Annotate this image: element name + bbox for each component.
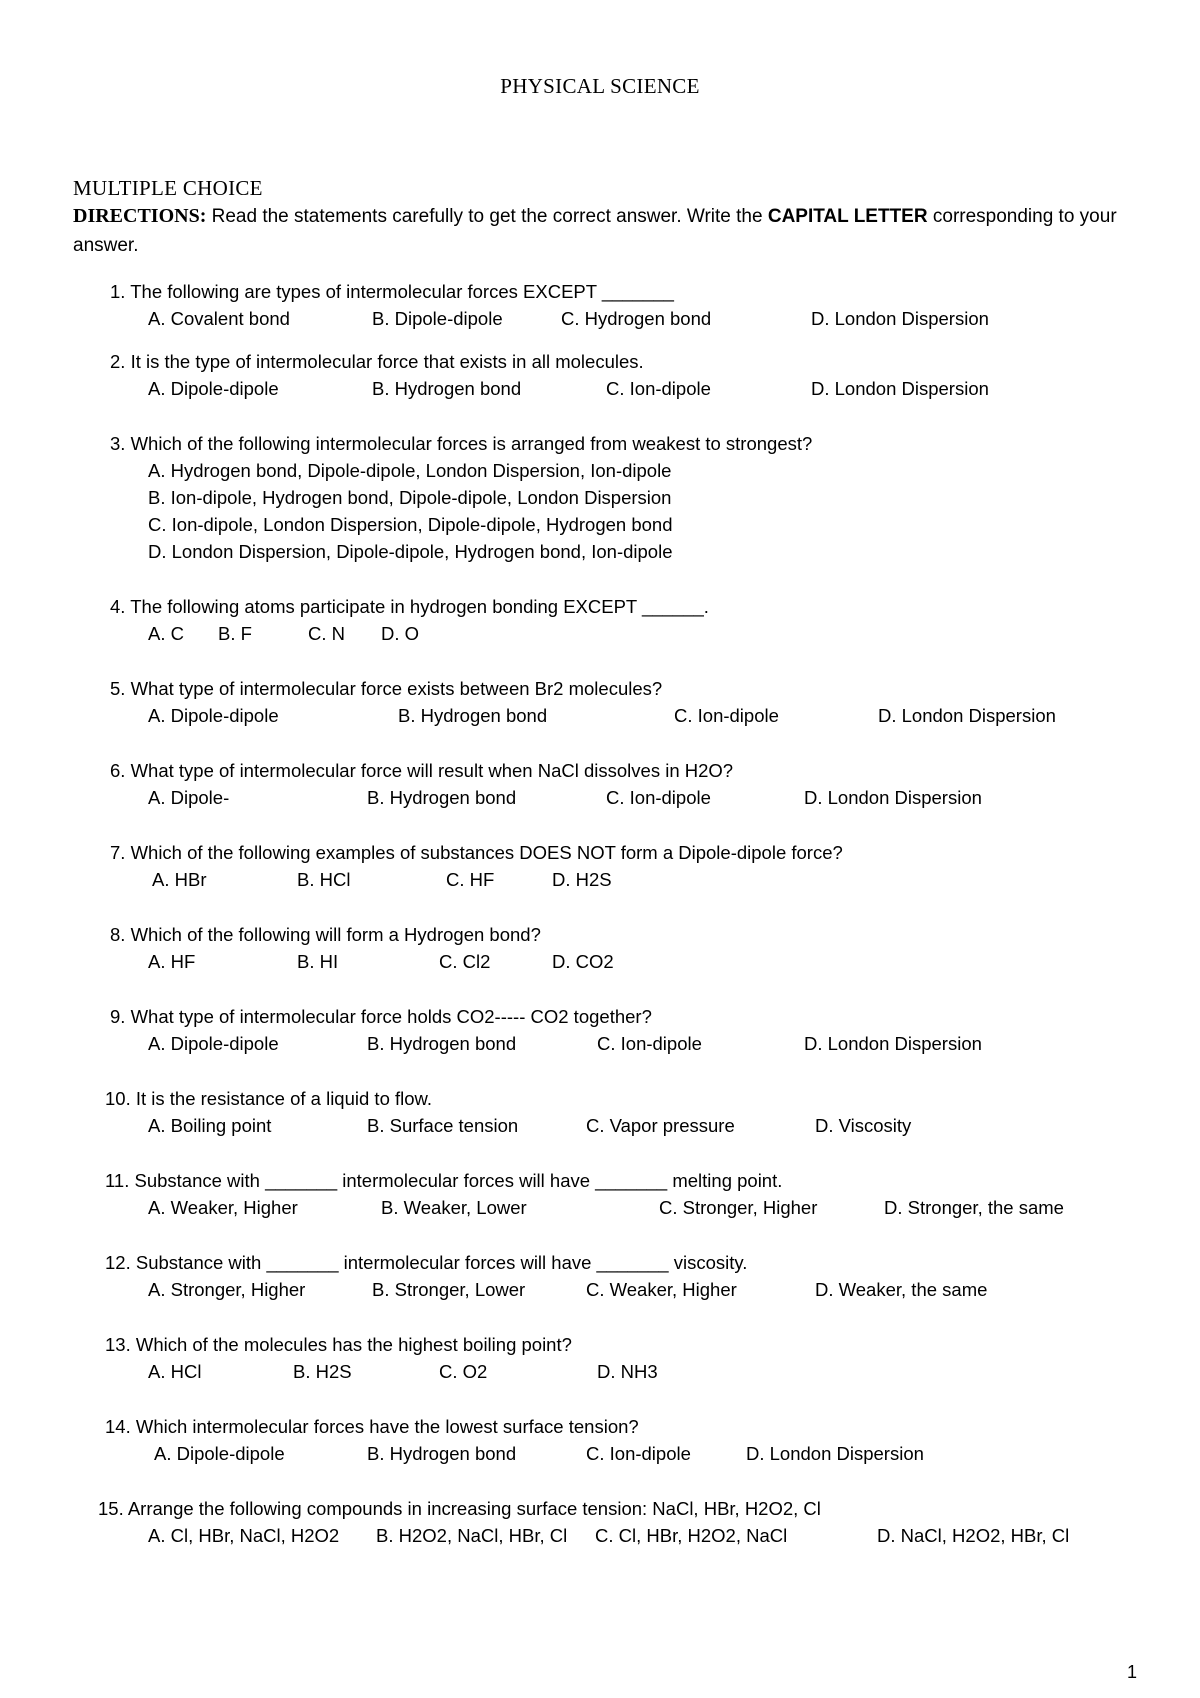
option-c: C. Stronger, Higher	[659, 1197, 818, 1218]
option-d: D. NH3	[597, 1361, 658, 1382]
question-stem: 10. It is the resistance of a liquid to flow.	[105, 1088, 433, 1109]
option-c: C. Weaker, Higher	[586, 1279, 737, 1300]
document-title: PHYSICAL SCIENCE	[500, 74, 700, 98]
question-stem: 8. Which of the following will form a Hydrogen bond?	[110, 924, 541, 945]
question-stem: 12. Substance with _______ intermolecular forces will have _______ viscosity.	[105, 1252, 748, 1273]
option-a: A. HBr	[152, 869, 207, 890]
option-d: D. H2S	[552, 869, 612, 890]
option-a: A. Dipole-	[148, 787, 230, 808]
option-b: B. Hydrogen bond	[372, 378, 522, 399]
option-b: B. Hydrogen bond	[367, 1443, 517, 1464]
option-a: A. Boiling point	[148, 1115, 272, 1136]
option-d: D. London Dispersion	[878, 705, 1056, 726]
option-a: A. Dipole-dipole	[148, 705, 279, 726]
option-b: B. Stronger, Lower	[372, 1279, 526, 1300]
option-c: C. Ion-dipole	[586, 1443, 691, 1464]
option-a: A. Dipole-dipole	[148, 378, 279, 399]
option-d: D. Stronger, the same	[884, 1197, 1064, 1218]
question-stem: 15. Arrange the following compounds in increasing surface tension: NaCl, HBr, H2O2, Cl	[98, 1498, 821, 1519]
option-b: B. HCl	[297, 869, 351, 890]
option-d: D. London Dispersion	[804, 1033, 982, 1054]
option-c: C. Hydrogen bond	[561, 308, 712, 329]
option-a: A. C	[148, 623, 184, 644]
question-stem: 6. What type of intermolecular force will result when NaCl dissolves in H2O?	[110, 760, 734, 781]
option-a: A. HCl	[148, 1361, 202, 1382]
section-heading: MULTIPLE CHOICE	[73, 176, 263, 200]
option-b: B. Surface tension	[367, 1115, 519, 1136]
option-a: A. Weaker, Higher	[148, 1197, 298, 1218]
option-d: D. London Dispersion	[804, 787, 982, 808]
question-stem: 13. Which of the molecules has the highest boiling point?	[105, 1334, 572, 1355]
option-c: C. HF	[446, 869, 495, 890]
option-c: C. Cl2	[439, 951, 491, 972]
option-d: D. Weaker, the same	[815, 1279, 988, 1300]
option-c: C. Ion-dipole	[597, 1033, 702, 1054]
option-d: D. London Dispersion	[811, 378, 989, 399]
directions-paragraph	[73, 202, 1133, 260]
question-stem: 3. Which of the following intermolecular forces is arranged from weakest to strongest?	[110, 433, 813, 454]
option-a: A. Dipole-dipole	[154, 1443, 285, 1464]
question-stem: 4. The following atoms participate in hydrogen bonding EXCEPT ______.	[110, 596, 709, 617]
question-stem: 5. What type of intermolecular force exists between Br2 molecules?	[110, 678, 663, 699]
question-stem: 14. Which intermolecular forces have the lowest surface tension?	[105, 1416, 639, 1437]
directions-emphasis: CAPITAL LETTER	[767, 206, 928, 227]
option-c: C. Vapor pressure	[586, 1115, 735, 1136]
option-d: D. London Dispersion, Dipole-dipole, Hydrogen bond, Ion-dipole	[148, 541, 673, 562]
question-stem: 1. The following are types of intermolecular forces EXCEPT _______	[110, 281, 674, 302]
option-b: B. H2O2, NaCl, HBr, Cl	[376, 1525, 568, 1546]
option-b: B. Weaker, Lower	[381, 1197, 527, 1218]
option-a: A. Dipole-dipole	[148, 1033, 279, 1054]
option-a: A. Covalent bond	[148, 308, 290, 329]
option-a: A. HF	[148, 951, 196, 972]
option-d: D. CO2	[552, 951, 614, 972]
directions-text-after: corresponding to your answer.	[73, 206, 1117, 256]
option-a: A. Cl, HBr, NaCl, H2O2	[148, 1525, 340, 1546]
option-c: C. Cl, HBr, H2O2, NaCl	[595, 1525, 788, 1546]
question-stem: 11. Substance with _______ intermolecular forces will have _______ melting point.	[105, 1170, 783, 1191]
option-b: B. Hydrogen bond	[367, 787, 517, 808]
option-d: D. London Dispersion	[811, 308, 989, 329]
option-d: D. London Dispersion	[746, 1443, 924, 1464]
directions-text-before: Read the statements carefully to get the correct answer. Write the	[206, 206, 768, 227]
option-b: B. H2S	[293, 1361, 352, 1382]
option-b: B. Dipole-dipole	[372, 308, 503, 329]
directions-label: DIRECTIONS:	[73, 205, 207, 227]
option-c: C. N	[308, 623, 345, 644]
option-c: C. Ion-dipole	[606, 787, 711, 808]
option-c: C. Ion-dipole	[674, 705, 779, 726]
option-b: B. Hydrogen bond	[367, 1033, 517, 1054]
option-a: A. Stronger, Higher	[148, 1279, 306, 1300]
option-d: D. Viscosity	[815, 1115, 912, 1136]
question-stem: 9. What type of intermolecular force holds CO2----- CO2 together?	[110, 1006, 652, 1027]
question-stem: 2. It is the type of intermolecular force that exists in all molecules.	[110, 351, 644, 372]
option-c: C. O2	[439, 1361, 488, 1382]
option-b: B. Ion-dipole, Hydrogen bond, Dipole-dipole, London Dispersion	[148, 487, 672, 508]
option-b: B. Hydrogen bond	[398, 705, 548, 726]
option-c: C. Ion-dipole	[606, 378, 711, 399]
page-number: 1	[1127, 1662, 1138, 1682]
option-a: A. Hydrogen bond, Dipole-dipole, London Dispersion, Ion-dipole	[148, 460, 672, 481]
option-d: D. O	[381, 623, 420, 644]
option-d: D. NaCl, H2O2, HBr, Cl	[877, 1525, 1070, 1546]
question-stem: 7. Which of the following examples of substances DOES NOT form a Dipole-dipole force?	[110, 842, 843, 863]
option-b: B. F	[218, 623, 252, 644]
option-b: B. HI	[297, 951, 339, 972]
option-c: C. Ion-dipole, London Dispersion, Dipole-dipole, Hydrogen bond	[148, 514, 673, 535]
